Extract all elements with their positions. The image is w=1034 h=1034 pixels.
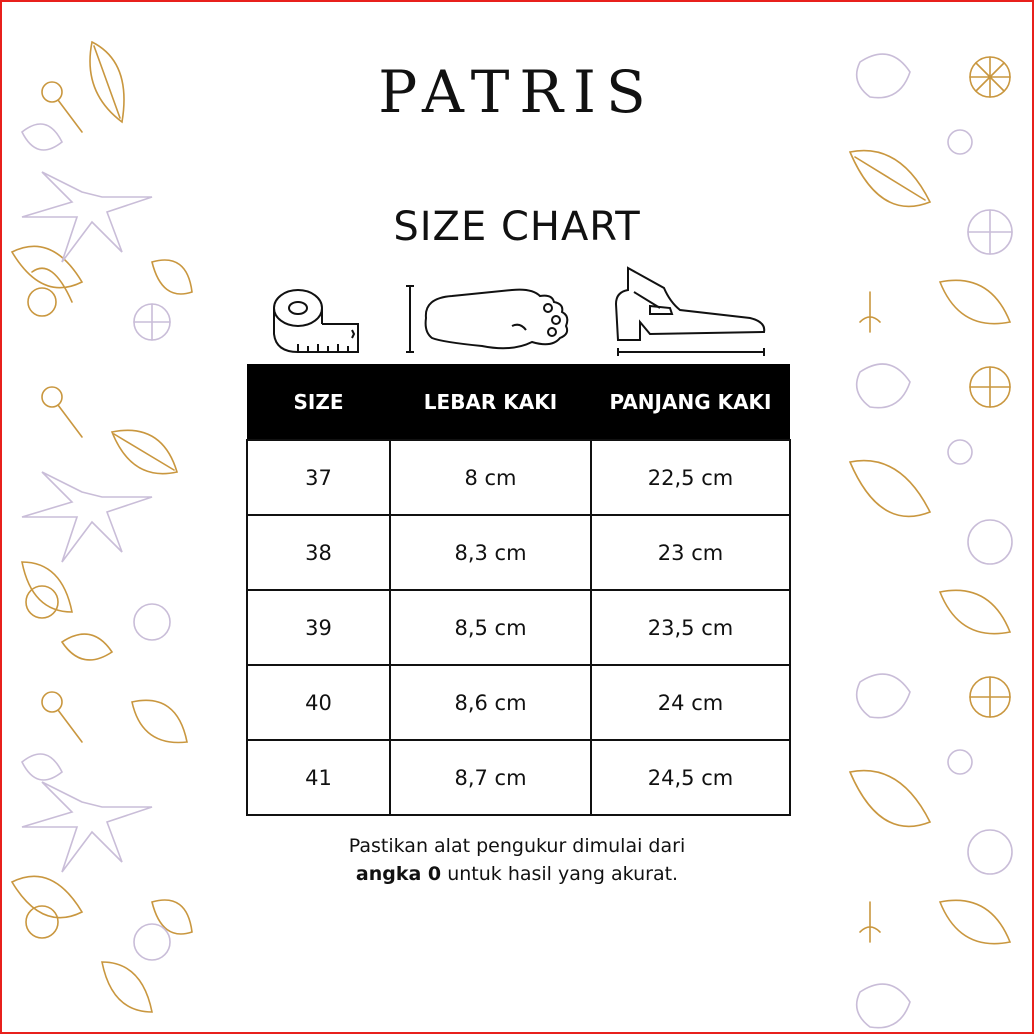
foot-length-cell: 24 cm [591,665,790,740]
size-chart-table [246,364,791,816]
table-row [247,740,790,815]
size-cell: 38 [247,515,390,590]
foot-width-cell: 8,5 cm [390,590,591,665]
table-row [247,515,790,590]
table-row [247,440,790,515]
foot-length-cell: 23,5 cm [591,590,790,665]
table-row [247,590,790,665]
foot-width-cell: 8 cm [390,440,591,515]
size-cell: 41 [247,740,390,815]
size-cell: 39 [247,590,390,665]
measuring-tape-icon [268,284,364,356]
foot-width-icon [402,282,574,356]
column-header-lebar-kaki: LEBAR KAKI [390,364,591,440]
size-cell: 37 [247,440,390,515]
table-row [247,665,790,740]
measurement-icons [262,262,772,360]
column-header-panjang-kaki: PANJANG KAKI [591,364,790,440]
note-emphasis: angka 0 [355,863,442,885]
measurement-note [0,832,1034,888]
note-line-1: Pastikan alat pengukur dimulai dari [348,835,686,857]
note-line-2-text: untuk hasil yang akurat. [441,863,679,885]
table-header-row [247,364,790,440]
foot-length-cell: 22,5 cm [591,440,790,515]
foot-length-cell: 24,5 cm [591,740,790,815]
page-title: SIZE CHART [393,204,641,250]
shoe-length-icon [610,262,770,358]
foot-width-cell: 8,3 cm [390,515,591,590]
foot-length-cell: 23 cm [591,515,790,590]
foot-width-cell: 8,6 cm [390,665,591,740]
column-header-size: SIZE [247,364,390,440]
brand-logo: PATRIS [378,58,656,126]
foot-width-cell: 8,7 cm [390,740,591,815]
size-cell: 40 [247,665,390,740]
note-line-2 [0,860,1034,888]
